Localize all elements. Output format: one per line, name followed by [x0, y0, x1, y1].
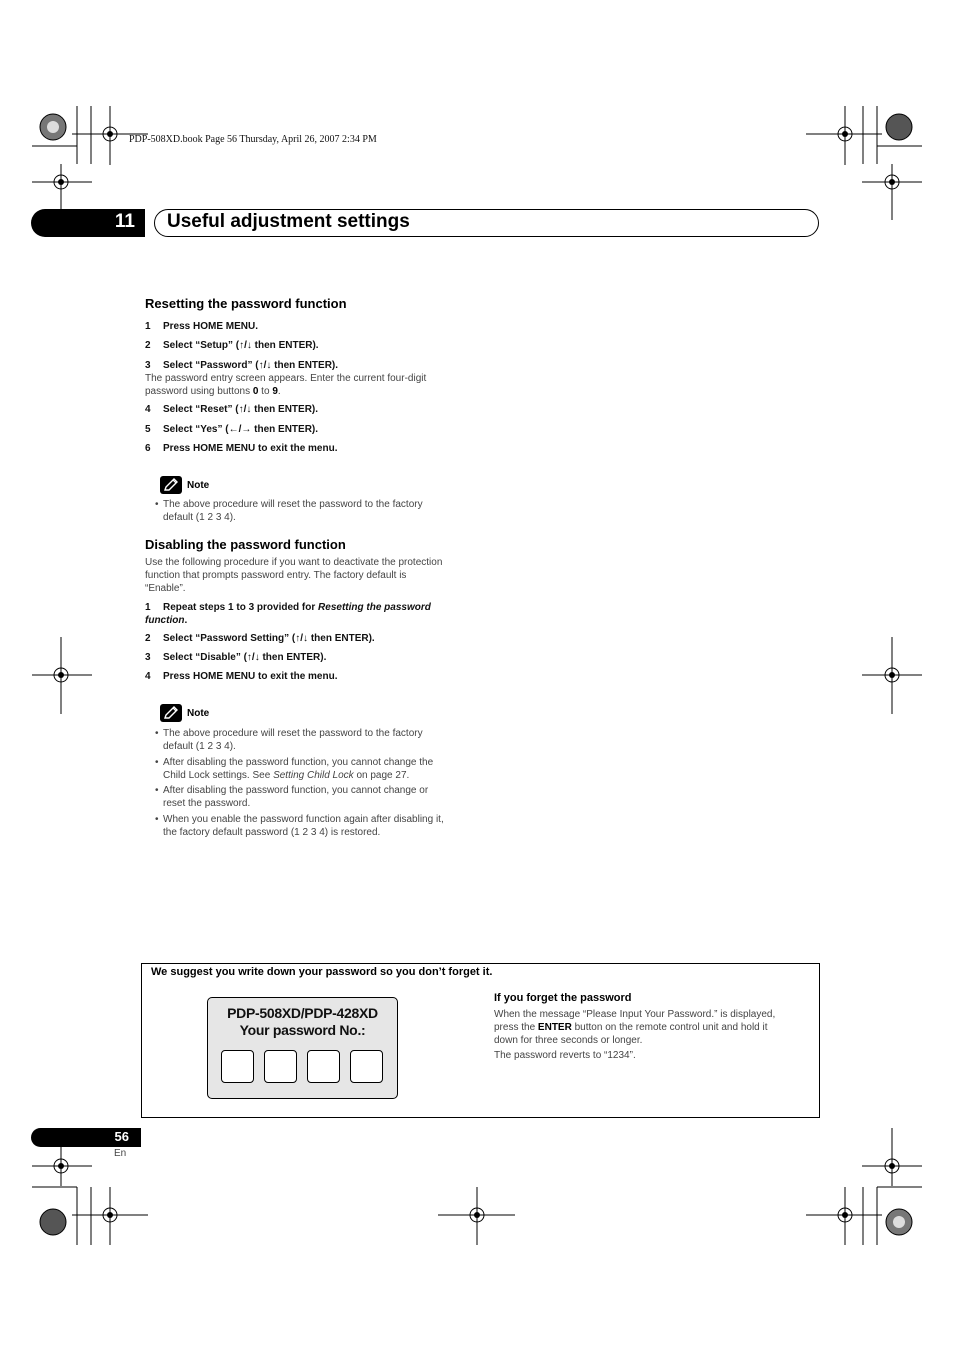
reset-step: 4 Select “Reset” (↑/↓ then ENTER). [145, 404, 319, 415]
note-bullet: • The above procedure will reset the password to the factory default (1 2 3 4). [155, 728, 423, 752]
forget-heading: If you forget the password [494, 992, 632, 1004]
page-number-tab [31, 1128, 141, 1147]
reset-step: 3 Select “Password” (↑/↓ then ENTER). [145, 360, 339, 371]
password-digit-box [350, 1050, 383, 1083]
page-number: 56 [114, 1129, 129, 1144]
forget-body: When the message “Please Input Your Password.” is displayed, press the ENTER button on the remote control unit and hold it down for three seconds or longer. [494, 1009, 776, 1046]
password-digit-box [221, 1050, 254, 1083]
chapter-title: Useful adjustment settings [167, 211, 410, 232]
password-card-label: Your password No.: [239, 1022, 366, 1038]
reset-step: 5 Select “Yes” (←/→ then ENTER). [145, 424, 319, 435]
pencil-icon [160, 704, 182, 722]
disable-intro: Use the following procedure if you want to deactivate the protection function that prompts password entry. The factory default is “Enable”. [145, 557, 443, 594]
note-bullet: • The above procedure will reset the password to the factory default (1 2 3 4). [155, 499, 423, 523]
chapter-number: 11 [114, 211, 135, 232]
note-bullet: • After disabling the password function, you cannot change or reset the password. [155, 785, 429, 809]
password-digit-box [307, 1050, 340, 1083]
disable-step: 2 Select “Password Setting” (↑/↓ then ENTER). [145, 633, 375, 644]
chapter-number-tab [31, 209, 145, 237]
note-label: Note [187, 708, 210, 719]
password-digit-box [264, 1050, 297, 1083]
reset-step: 1 Press HOME MENU. [145, 321, 259, 332]
reset-heading: Resetting the password function [145, 296, 347, 311]
disable-step: 4 Press HOME MENU to exit the menu. [145, 671, 338, 682]
reset-step3-body: The password entry screen appears. Enter the current four-digit password using buttons 0 to 9. [145, 373, 427, 397]
print-header: PDP-508XD.book Page 56 Thursday, April 26, 2007 2:34 PM [129, 134, 377, 145]
language-code: En [114, 1148, 127, 1159]
forget-revert: The password reverts to “1234”. [494, 1050, 636, 1061]
note-bullet: • When you enable the password function again after disabling it, the factory default password (1 2 3 4) is restored. [155, 814, 444, 838]
pencil-icon [160, 476, 182, 494]
note-label: Note [187, 480, 210, 491]
note-bullet: • After disabling the password function, you cannot change the Child Lock settings. See Setting Child Lock on page 27. [155, 757, 434, 781]
password-card [207, 997, 398, 1099]
reset-step: 2 Select “Setup” (↑/↓ then ENTER). [145, 340, 319, 351]
password-suggestion: We suggest you write down your password so you don’t forget it. [151, 966, 493, 978]
disable-step: 3 Select “Disable” (↑/↓ then ENTER). [145, 652, 327, 663]
reset-step: 6 Press HOME MENU to exit the menu. [145, 443, 338, 454]
disable-step: 1 Repeat steps 1 to 3 provided for Resetting the password function. [145, 602, 431, 626]
disable-heading: Disabling the password function [145, 537, 346, 552]
password-card-model: PDP-508XD/PDP-428XD [227, 1005, 378, 1021]
chapter-title-box [154, 209, 819, 237]
